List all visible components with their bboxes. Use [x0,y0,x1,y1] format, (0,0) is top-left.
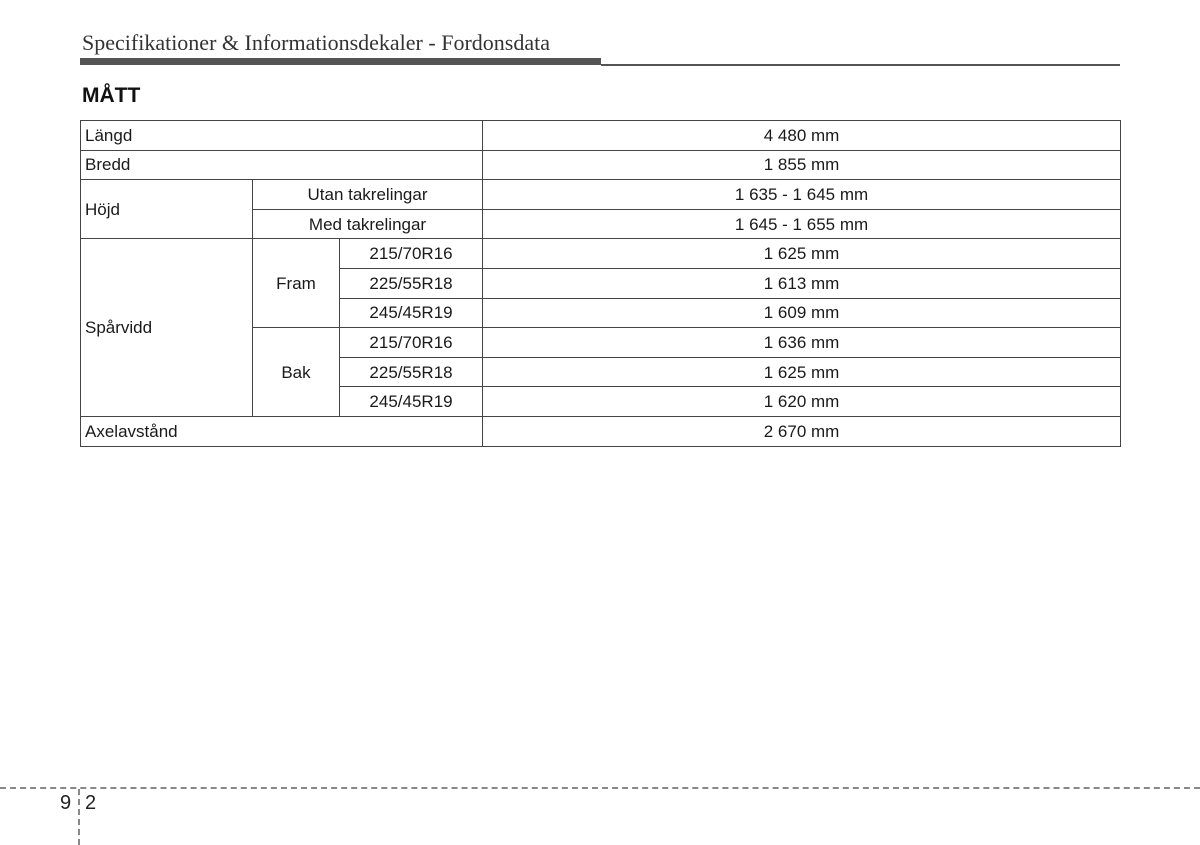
table-row-bredd [81,150,1121,180]
track-value-bak-3: 1 620 mm [483,387,1121,417]
row-value-axelavstand: 2 670 mm [483,416,1121,446]
table-row-axelavstand [81,416,1121,446]
tire-size-bak-1: 215/70R16 [340,328,483,358]
track-value-bak-2: 1 625 mm [483,357,1121,387]
track-value-bak-1: 1 636 mm [483,328,1121,358]
sublabel-utan-takrelingar: Utan takrelingar [253,180,483,210]
row-value-hojd-utan: 1 635 - 1 645 mm [483,180,1121,210]
footer-rule [0,787,1200,789]
table-row-langd [81,121,1121,151]
sublabel-fram: Fram [253,239,340,328]
track-value-fram-1: 1 625 mm [483,239,1121,269]
row-value-bredd: 1 855 mm [483,150,1121,180]
row-value-hojd-med: 1 645 - 1 655 mm [483,209,1121,239]
header-rule [601,64,1120,66]
tire-size-fram-3: 245/45R19 [340,298,483,328]
table-row-fram-1 [81,239,1121,269]
dimensions-table [80,120,1121,447]
footer-divider [78,789,80,845]
tire-size-bak-3: 245/45R19 [340,387,483,417]
page-chapter-number: 9 [60,792,72,814]
header-bar [80,58,601,65]
page-header-title: Specifikationer & Informationsdekaler - Fordonsdata [82,30,550,55]
row-label-langd: Längd [81,121,483,151]
tire-size-fram-1: 215/70R16 [340,239,483,269]
sublabel-bak: Bak [253,328,340,417]
row-label-bredd: Bredd [81,150,483,180]
track-value-fram-3: 1 609 mm [483,298,1121,328]
tire-size-bak-2: 225/55R18 [340,357,483,387]
row-label-axelavstand: Axelavstånd [81,416,483,446]
section-heading: MÅTT [82,84,141,107]
page-number: 2 [85,792,97,814]
table-row-hojd-utan [81,180,1121,210]
row-label-hojd: Höjd [81,180,253,239]
track-value-fram-2: 1 613 mm [483,268,1121,298]
tire-size-fram-2: 225/55R18 [340,268,483,298]
sublabel-med-takrelingar: Med takrelingar [253,209,483,239]
row-value-langd: 4 480 mm [483,121,1121,151]
row-label-sparvidd: Spårvidd [81,239,253,417]
